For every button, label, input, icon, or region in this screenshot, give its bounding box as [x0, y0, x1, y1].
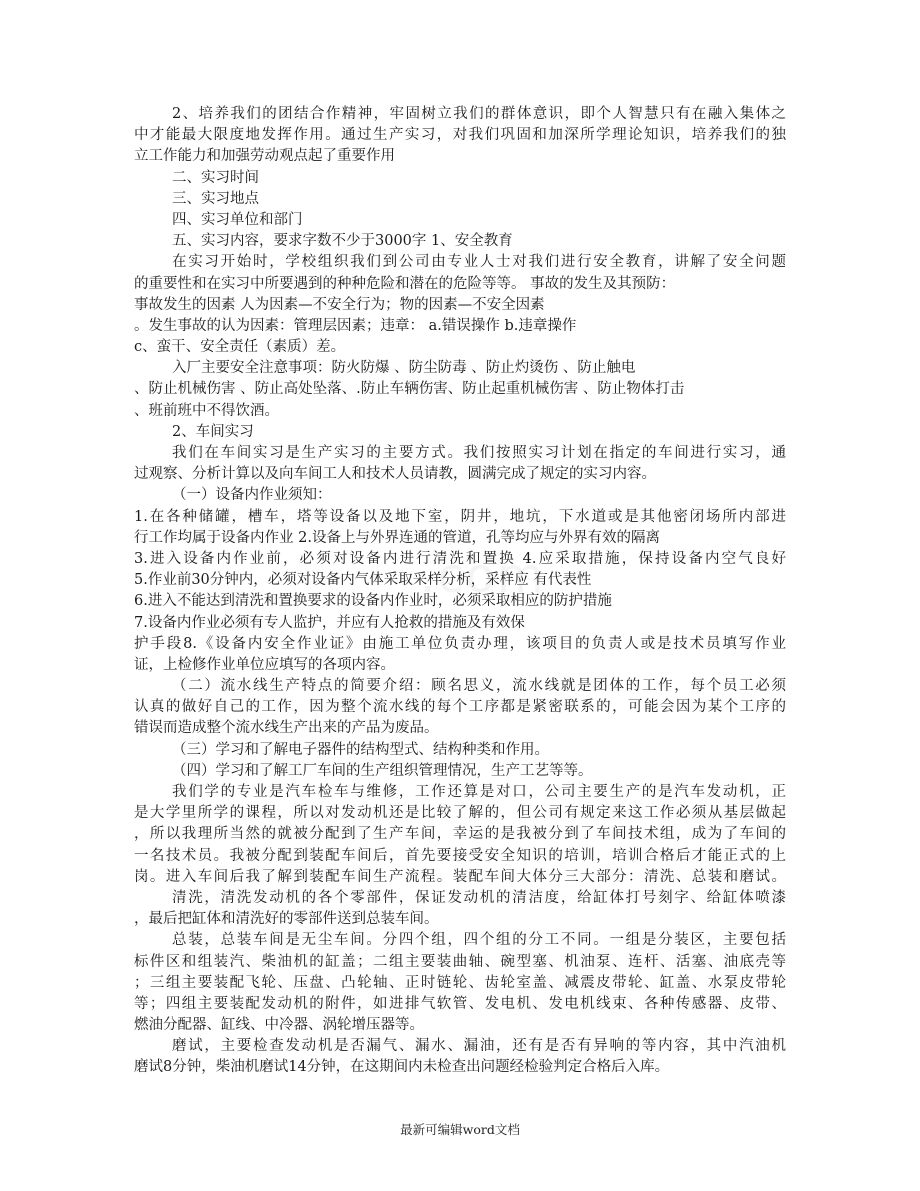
- text-line: 立工作能力和加强劳动观点起了重要作用: [134, 148, 395, 165]
- text-line: ，最后把缸体和清洗好的零部件送到总装车间。: [134, 911, 439, 928]
- text-line: 是大学里所学的课程，所以对发动机还是比较了解的，但公司有规定来这工作必须从基层做起: [134, 805, 786, 822]
- text-line: 我们在车间实习是生产实习的主要方式。我们按照实习计划在指定的车间进行实习，通: [172, 445, 786, 461]
- text-line: 2、培养我们的团结合作精神，牢固树立我们的群体意识，即个人智慧只有在融入集体之: [172, 106, 786, 122]
- text-line: 一名技术员。我被分配到装配车间后，首先要接受安全知识的培训，培训合格后才能正式的上: [134, 847, 786, 864]
- text-line: 标件区和组装汽、柴油机的缸盖；二组主要装曲轴、碗型塞、机油泵、连杆、活塞、油底壳等: [134, 953, 786, 970]
- text-line: （三）学习和了解电子器件的结构型式、结构种类和作用。: [172, 741, 549, 758]
- text-line: 二、实习时间: [172, 169, 259, 186]
- text-line: 磨试，主要检查发动机是否漏气、漏水、漏油，还有是否有异响的等内容，其中汽油机: [172, 1038, 786, 1055]
- text-line: 6.进入不能达到清洗和置换要求的设备内作业时，必须采取相应的防护措施: [134, 593, 612, 610]
- text-line: 错误而造成整个流水线生产出来的产品为废品。: [134, 720, 439, 737]
- text-line: 等；四组主要装配发动机的附件，如进排气软管、发电机、发电机线束、各种传感器、皮带、: [134, 995, 786, 1012]
- text-line: ，所以我理所当然的就被分配到了生产车间，幸运的是我被分到了车间技术组，成为了车间的: [134, 826, 786, 843]
- text-line: 事故发生的因素 人为因素—不安全行为；物的因素—不安全因素: [134, 296, 545, 313]
- text-line: 总装，总装车间是无尘车间。分四个组，四个组的分工不同。一组是分装区，主要包括: [172, 932, 786, 949]
- text-line: 护手段8.《设备内安全作业证》由施工单位负责办理，该项目的负责人或是技术员填写作业: [134, 635, 786, 652]
- text-line: 五、实习内容，要求字数不少于3000字 1、安全教育: [172, 233, 513, 250]
- text-line: 、班前班中不得饮酒。: [134, 402, 279, 419]
- text-line: 的重要性和在实习中所要遇到的种种危险和潜在的危险等等。 事故的发生及其预防：: [134, 275, 676, 292]
- document-body: [134, 104, 786, 1079]
- text-line: 1.在各种储罐，槽车，塔等设备以及地下室，阴井，地坑，下水道或是其他密闭场所内部进: [134, 508, 786, 525]
- text-line: 四、实习单位和部门: [172, 211, 303, 228]
- text-line: 7.设备内作业必须有专人监护，并应有人抢救的措施及有效保: [134, 614, 525, 631]
- text-line: 三、实习地点: [172, 190, 259, 207]
- text-line: 2、车间实习: [172, 423, 254, 440]
- text-line: 。发生事故的认为因素：管理层因素；违章： a.错误操作 b.违章操作: [134, 317, 577, 334]
- page-footer: 最新可编辑word文档: [400, 1122, 520, 1137]
- text-line: c、蛮干、安全责任（素质）差。: [134, 339, 346, 356]
- text-line: 认真的做好自己的工作，因为整个流水线的每个工序都是紧密联系的，可能会因为某个工序的: [134, 699, 786, 716]
- text-line: 过观察、分析计算以及向车间工人和技术人员请教，圆满完成了规定的实习内容。: [134, 466, 656, 483]
- text-line: 磨试8分钟，柴油机磨试14分钟，在这期间内未检查出问题经检验判定合格后入库。: [134, 1059, 670, 1076]
- text-line: 入厂主要安全注意事项：防火防爆 、防尘防毒 、防止灼烫伤 、防止触电: [172, 360, 636, 377]
- text-line: （二）流水线生产特点的简要介绍：顾名思义，流水线就是团体的工作，每个员工必须: [172, 678, 786, 695]
- text-line: 3.进入设备内作业前，必须对设备内进行清洗和置换 4.应采取措施，保持设备内空气良好: [134, 550, 786, 567]
- text-line: 中才能最大限度地发挥作用。通过生产实习，对我们巩固和加深所学理论知识，培养我们的独: [134, 127, 786, 144]
- text-line: （一）设备内作业须知：: [172, 487, 332, 504]
- text-line: 我们学的专业是汽车检车与维修，工作还算是对口，公司主要生产的是汽车发动机，正: [172, 784, 786, 800]
- text-line: 5.作业前30分钟内，必须对设备内气体采取采样分析，采样应 有代表性: [134, 572, 592, 589]
- text-line: 在实习开始时，学校组织我们到公司由专业人士对我们进行安全教育，讲解了安全问题: [172, 254, 786, 271]
- text-line: 岗。进入车间后我了解到装配车间生产流程。装配车间大体分三大部分：清洗、总装和磨试。: [134, 868, 786, 885]
- text-line: 清洗，清洗发动机的各个零部件，保证发动机的清洁度，给缸体打号刻字、给缸体喷漆: [172, 889, 786, 906]
- text-line: ；三组主要装配飞轮、压盘、凸轮轴、正时链轮、齿轮室盖、减震皮带轮、缸盖、水泵皮带轮: [134, 974, 786, 991]
- text-line: 证，上检修作业单位应填写的各项内容。: [134, 656, 395, 673]
- text-line: 行工作均属于设备内作业 2.设备上与外界连通的管道，孔等均应与外界有效的隔离: [134, 529, 660, 546]
- text-line: 燃油分配器、缸线、中冷器、涡轮增压器等。: [134, 1017, 424, 1034]
- text-line: 、防止机械伤害 、防止高处坠落、.防止车辆伤害、防止起重机械伤害 、防止物体打击: [134, 381, 685, 398]
- text-line: （四）学习和了解工厂车间的生产组织管理情况，生产工艺等等。: [172, 762, 593, 779]
